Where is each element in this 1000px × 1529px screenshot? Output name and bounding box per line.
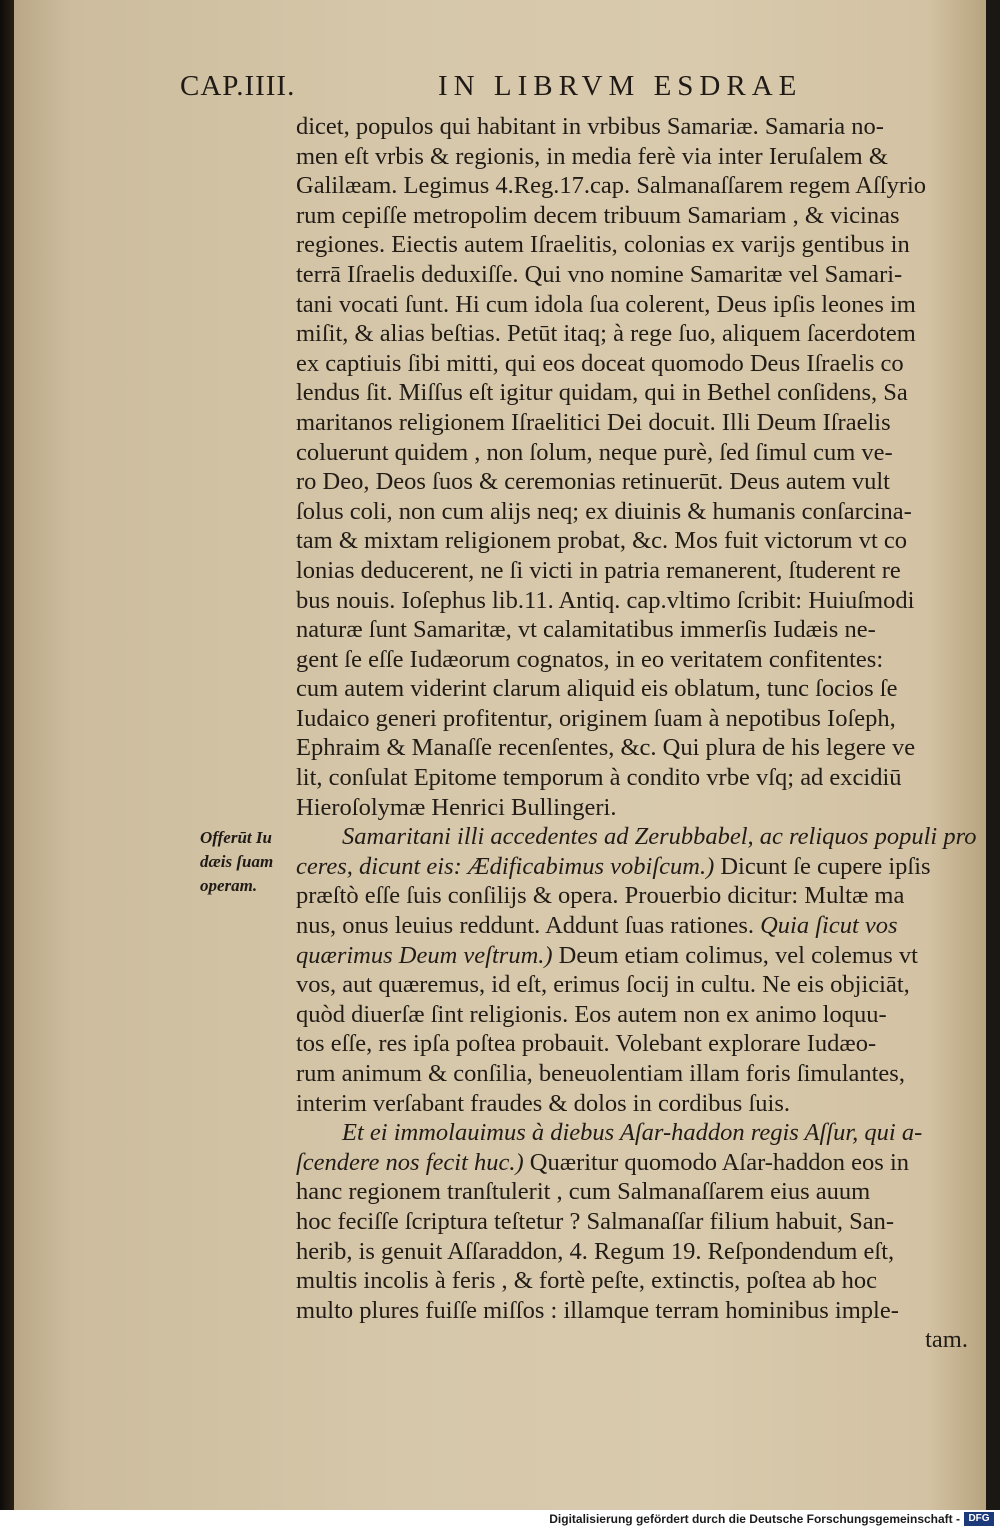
- text-line: præſtò eſſe ſuis conſilijs & opera. Prouerbio dicitur: Multæ ma: [296, 882, 905, 910]
- roman-text: Deum etiam colimus, vel colemus vt: [552, 941, 918, 969]
- text-line: maritanos religionem Iſraelitici Dei docuit. Illi Deum Iſraelis: [296, 408, 891, 436]
- text-line: multis incolis à feris , & fortè peſte, extinctis, poſtea ab hoc: [296, 1267, 878, 1295]
- chapter-label: CAP.IIII.: [180, 70, 296, 102]
- text-line: lendus ſit. Miſſus eſt igitur quidam, qui in Bethel conſidens, Sa: [296, 379, 908, 407]
- text-line: ex captiuis ſibi mitti, qui eos doceat quomodo Deus Iſraelis co: [296, 349, 904, 377]
- text-line: [296, 852, 968, 882]
- text-line: multo plures fuiſſe miſſos : illamque terram hominibus imple-: [296, 1296, 899, 1324]
- marginal-note: [200, 826, 290, 898]
- running-title: IN LIBRVM ESDRAE: [438, 70, 803, 102]
- text-line: ro Deo, Deos ſuos & ceremonias retinuerūt. Deus autem vult: [296, 468, 890, 496]
- book-edge-right: [986, 0, 1000, 1510]
- italic-text: ceres, dicunt eis: Ædificabimus vobiſcum.): [296, 852, 715, 880]
- text-line: dicet, populos qui habitant in vrbibus Samariæ. Samaria no-: [296, 113, 884, 140]
- text-line: [296, 822, 977, 852]
- text-line: Galilæam. Legimus 4.Reg.17.cap. Salmanaſſarem regem Aſſyrio: [296, 172, 927, 200]
- text-line: rum animum & conſilia, beneuolentiam illam foris ſimulantes,: [296, 1060, 905, 1087]
- text-line: cum autem viderint clarum aliquid eis oblatum, tunc ſocios ſe: [296, 675, 898, 703]
- text-line: naturæ ſunt Samaritæ, vt calamitatibus immerſis Iudæis ne-: [296, 616, 876, 644]
- text-line: tos eſſe, res ipſa poſtea probauit. Volebant explorare Iudæo-: [296, 1030, 877, 1058]
- italic-text: ſcendere nos fecit huc.): [296, 1148, 524, 1176]
- footer-bar: [0, 1510, 1000, 1529]
- dfg-logo-icon: DFG: [964, 1512, 994, 1526]
- text-line: tam.: [925, 1326, 968, 1354]
- text-line: herib, is genuit Aſſaraddon, 4. Regum 19. Reſpondendum eſt,: [296, 1237, 895, 1265]
- roman-text: nus, onus leuius reddunt. Addunt ſuas rationes.: [296, 912, 761, 940]
- italic-text: quærimus Deum veſtrum.): [296, 941, 553, 969]
- text-line: [296, 941, 968, 971]
- text-line: vos, aut quæremus, id eſt, erimus ſocij in cultu. Ne eis objiciāt,: [296, 971, 910, 999]
- text-line: interim verſabant fraudes & dolos in cordibus ſuis.: [296, 1089, 790, 1117]
- text-line: lit, conſulat Epitome temporum à condito vrbe vſq; ad excidiū: [296, 764, 902, 792]
- text-line: quòd diuerſæ ſint religionis. Eos autem non ex animo loquu-: [296, 1000, 887, 1028]
- text-line: ſolus coli, non cum alijs neq; ex diuinis & humanis conſarcina-: [296, 497, 912, 525]
- text-line: coluerunt quidem , non ſolum, neque purè, ſed ſimul cum ve-: [296, 438, 893, 466]
- roman-text: Dicunt ſe cupere ipſis: [714, 852, 931, 880]
- roman-text: Quæritur quomodo Aſar-haddon eos in: [523, 1148, 910, 1176]
- text-line: gent ſe eſſe Iudæorum cognatos, in eo veritatem confitentes:: [296, 645, 884, 673]
- italic-text: Samaritani illi accedentes ad Zerubbabel, ac reliquos populi pro: [342, 823, 977, 851]
- text-line: Hieroſolymæ Henrici Bullingeri.: [296, 793, 617, 821]
- body-text: [296, 112, 977, 1355]
- text-line: men eſt vrbis & regionis, in media ferè via inter Ieruſalem &: [296, 142, 888, 170]
- marginal-note-line: dæis ſuam: [200, 852, 274, 871]
- running-header: [180, 70, 980, 110]
- italic-text: Quia ſicut vos: [760, 912, 898, 940]
- marginal-note-line: operam.: [200, 876, 258, 895]
- text-line: [296, 911, 968, 941]
- text-line: lonias deducerent, ne ſi victi in patria remanerent, ſtuderent re: [296, 556, 901, 584]
- italic-text: Et ei immolauimus à diebus Aſar-haddon regis Aſſur, qui a-: [342, 1119, 923, 1147]
- text-line: terrā Iſraelis deduxiſſe. Qui vno nomine Samaritæ vel Samari-: [296, 260, 903, 288]
- book-edge-left: [0, 0, 14, 1510]
- text-line: Ephraim & Manaſſe recenſentes, &c. Qui plura de his legere ve: [296, 734, 916, 762]
- text-line: hanc regionem tranſtulerit , cum Salmanaſſarem eius auum: [296, 1178, 871, 1206]
- funding-notice: Digitalisierung gefördert durch die Deutsche Forschungsgemeinschaft -: [549, 1512, 960, 1526]
- marginal-note-line: Offerūt Iu: [200, 828, 272, 847]
- text-line: regiones. Eiectis autem Iſraelitis, colonias ex varijs gentibus in: [296, 231, 910, 259]
- text-line: [296, 1148, 968, 1178]
- text-line: tam & mixtam religionem probat, &c. Mos fuit victorum vt co: [296, 527, 908, 555]
- text-line: Iudaico generi profitentur, originem ſuam à nepotibus Ioſeph,: [296, 704, 896, 732]
- text-line: rum cepiſſe metropolim decem tribuum Samariam , & vicinas: [296, 201, 900, 229]
- text-line: [296, 1118, 968, 1148]
- text-line: tani vocati ſunt. Hi cum idola ſua colerent, Deus ipſis leones im: [296, 290, 916, 318]
- text-line: hoc feciſſe ſcriptura teſtetur ? Salmanaſſar filium habuit, San-: [296, 1207, 894, 1235]
- text-line: miſit, & alias beſtias. Petūt itaq; à rege ſuo, aliquem ſacerdotem: [296, 320, 916, 348]
- text-line: bus nouis. Ioſephus lib.11. Antiq. cap.vltimo ſcribit: Huiuſmodi: [296, 586, 915, 614]
